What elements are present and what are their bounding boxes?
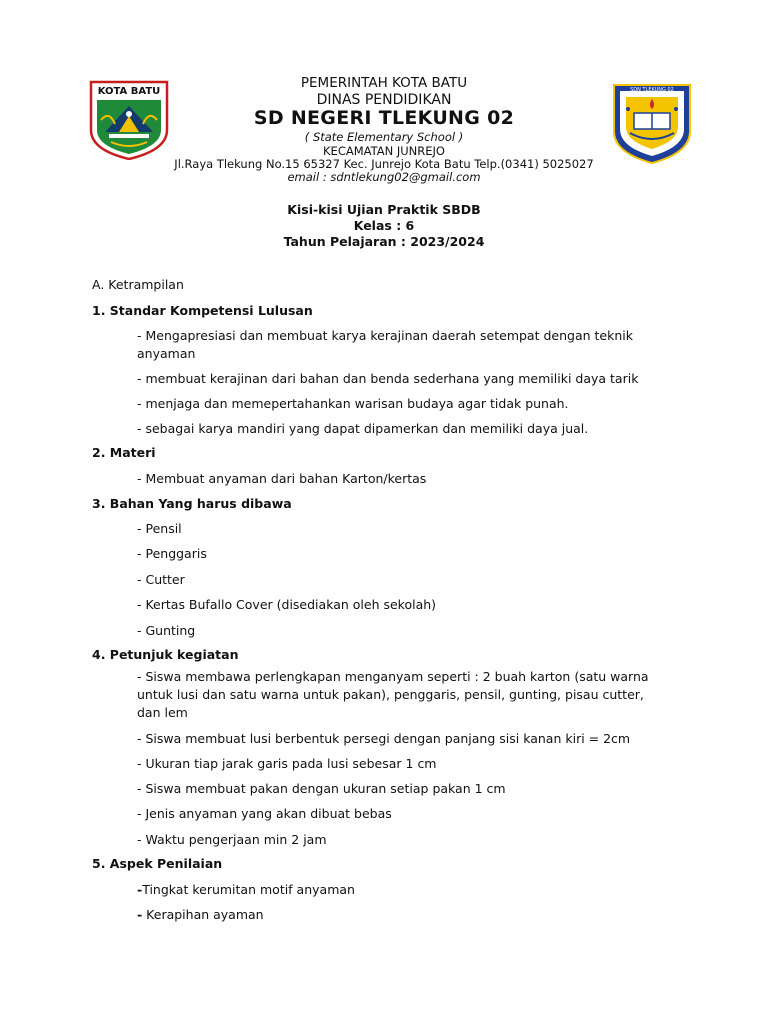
title-line-3: Tahun Pelajaran : 2023/2024 bbox=[283, 234, 485, 249]
list-item: - Membuat anyaman dari bahan Karton/kertas bbox=[137, 471, 427, 486]
district-name: KECAMATAN JUNREJO bbox=[323, 143, 445, 158]
list-item: - membuat kerajinan dari bahan dan benda sederhana yang memiliki daya tarik bbox=[137, 371, 639, 386]
section-2-heading: 2. Materi bbox=[92, 445, 156, 460]
document-title bbox=[184, 202, 584, 250]
gov-name: PEMERINTAH KOTA BATU bbox=[300, 75, 468, 91]
list-item-text: Tingkat kerumitan motif anyaman bbox=[142, 882, 355, 897]
logo-left-label: KOTA BATU bbox=[97, 86, 161, 97]
list-item: - Kertas Bufallo Cover (disediakan oleh sekolah) bbox=[137, 597, 437, 612]
list-item: - Siswa membawa perlengkapan menganyam seperti : 2 buah karton (satu warna untuk lusi dan satu warna untuk pakan), penggaris, pensil, gunting, pisau cutter, dan lem bbox=[137, 669, 649, 720]
dept-name: DINAS PENDIDIKAN bbox=[316, 91, 452, 108]
school-name: SD NEGERI TLEKUNG 02 bbox=[253, 106, 515, 129]
list-item: - menjaga dan memepertahankan warisan budaya agar tidak punah. bbox=[137, 396, 569, 411]
list-item: - Waktu pengerjaan min 2 jam bbox=[137, 832, 327, 847]
school-logo bbox=[610, 79, 694, 165]
letterhead bbox=[150, 76, 618, 184]
list-item: - Siswa membuat lusi berbentuk persegi dengan panjang sisi kanan kiri = 2cm bbox=[137, 731, 631, 746]
list-item: - Siswa membuat pakan dengan ukuran setiap pakan 1 cm bbox=[137, 781, 506, 796]
list-item bbox=[137, 881, 682, 899]
logo-right-label: SDN TLEKUNG 02 bbox=[630, 87, 674, 93]
list-item: - Penggaris bbox=[137, 546, 207, 561]
title-line-2: Kelas : 6 bbox=[353, 218, 415, 233]
list-item: - Cutter bbox=[137, 572, 185, 587]
school-address: Jl.Raya Tlekung No.15 65327 Kec. Junrejo Kota Batu Telp.(0341) 5025027 bbox=[174, 156, 594, 171]
list-item: - Ukuran tiap jarak garis pada lusi sebesar 1 cm bbox=[137, 756, 437, 771]
list-item bbox=[137, 906, 682, 924]
section-4-heading: 4. Petunjuk kegiatan bbox=[92, 647, 239, 662]
list-item: - Mengapresiasi dan membuat karya kerajinan daerah setempat dengan teknik anyaman bbox=[137, 328, 633, 361]
section-1-heading: 1. Standar Kompetensi Lulusan bbox=[92, 303, 313, 318]
section-a-heading: A. Ketrampilan bbox=[92, 277, 184, 292]
list-item: - Jenis anyaman yang akan dibuat bebas bbox=[137, 806, 392, 821]
school-name-en: ( State Elementary School ) bbox=[304, 130, 464, 145]
section-5-heading: 5. Aspek Penilaian bbox=[92, 856, 223, 871]
list-item-text: Kerapihan ayaman bbox=[142, 907, 264, 922]
school-email: email : sdntlekung02@gmail.com bbox=[287, 170, 481, 185]
list-item: - Gunting bbox=[137, 623, 196, 638]
section-3-heading: 3. Bahan Yang harus dibawa bbox=[92, 496, 292, 511]
title-line-1: Kisi-kisi Ujian Praktik SBDB bbox=[287, 202, 481, 217]
list-dash: - bbox=[137, 907, 143, 922]
list-item: - sebagai karya mandiri yang dapat dipamerkan dan memiliki daya jual. bbox=[137, 421, 589, 436]
list-item: - Pensil bbox=[137, 521, 182, 536]
list-dash: - bbox=[137, 882, 143, 897]
